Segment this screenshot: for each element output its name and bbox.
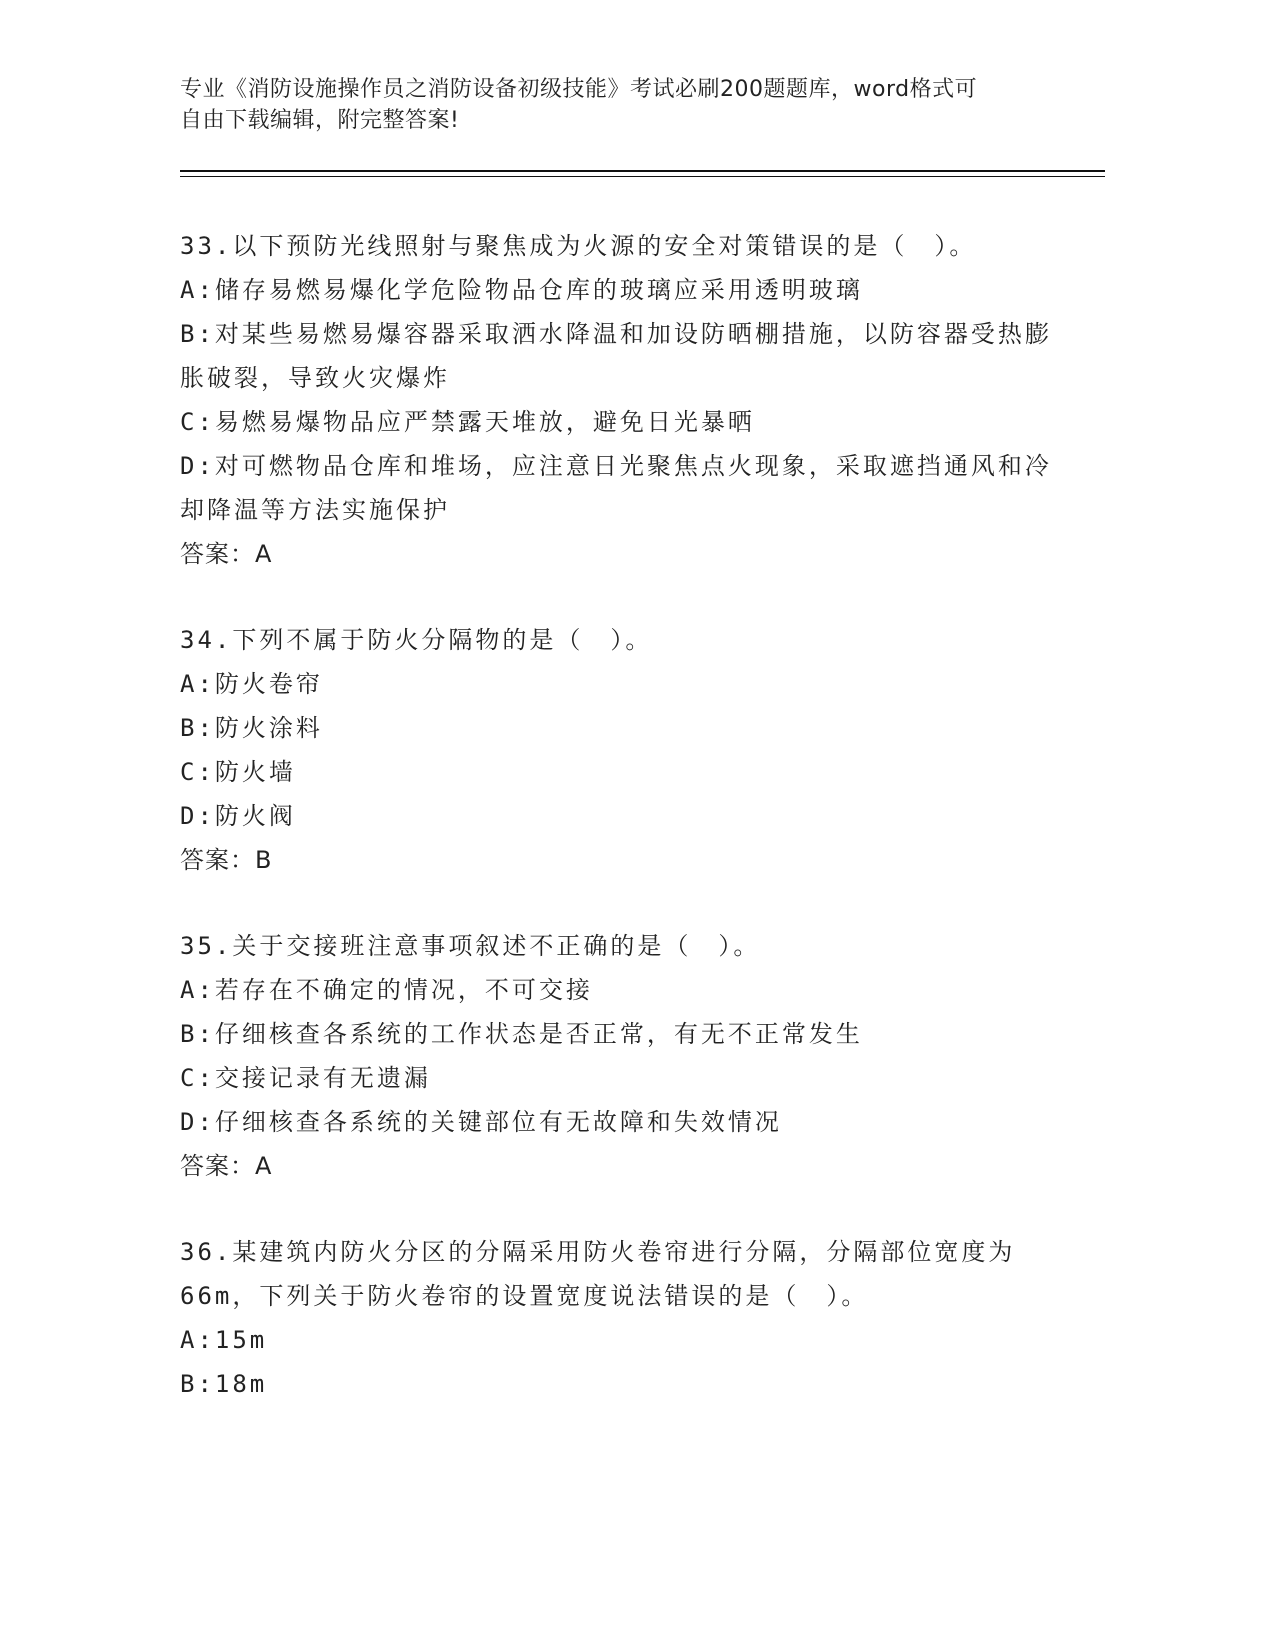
question-stem: 35.关于交接班注意事项叙述不正确的是（ ）。 — [180, 932, 761, 960]
header-divider-thin — [180, 176, 1105, 177]
option-b: B:对某些易燃易爆容器采取洒水降温和加设防晒棚措施，以防容器受热膨胀破裂，导致火灾爆炸 — [180, 320, 1052, 392]
option-d: D:对可燃物品仓库和堆场，应注意日光聚焦点火现象，采取遮挡通风和冷却降温等方法实施保护 — [180, 452, 1052, 524]
header-line-2: 自由下载编辑，附完整答案! — [180, 108, 460, 133]
option-c: C:防火墙 — [180, 758, 296, 786]
option-a: A:15m — [180, 1326, 268, 1354]
option-c: C:易燃易爆物品应严禁露天堆放，避免日光暴晒 — [180, 408, 755, 436]
question-33 — [180, 224, 1060, 576]
header-divider-thick — [180, 170, 1105, 172]
option-b: B:仔细核查各系统的工作状态是否正常，有无不正常发生 — [180, 1020, 863, 1048]
answer: 答案：A — [180, 1152, 273, 1180]
option-c: C:交接记录有无遗漏 — [180, 1064, 431, 1092]
option-d: D:防火阀 — [180, 802, 296, 830]
question-35 — [180, 924, 1060, 1188]
question-list — [180, 224, 1060, 1448]
header-line-1: 专业《消防设施操作员之消防设备初级技能》考试必刷200题题库，word格式可 — [180, 77, 978, 102]
option-d: D:仔细核查各系统的关键部位有无故障和失效情况 — [180, 1108, 782, 1136]
option-b: B:18m — [180, 1370, 268, 1398]
option-a: A:防火卷帘 — [180, 670, 323, 698]
option-b: B:防火涂料 — [180, 714, 323, 742]
question-34 — [180, 618, 1060, 882]
question-stem: 33.以下预防光线照射与聚焦成为火源的安全对策错误的是（ ）。 — [180, 232, 977, 260]
answer: 答案：B — [180, 846, 273, 874]
question-stem: 36.某建筑内防火分区的分隔采用防火卷帘进行分隔，分隔部位宽度为66m，下列关于防火卷帘的设置宽度说法错误的是（ ）。 — [180, 1238, 1016, 1310]
answer: 答案：A — [180, 540, 273, 568]
option-a: A:储存易燃易爆化学危险物品仓库的玻璃应采用透明玻璃 — [180, 276, 863, 304]
question-36 — [180, 1230, 1060, 1406]
document-header — [180, 74, 1060, 136]
option-a: A:若存在不确定的情况，不可交接 — [180, 976, 593, 1004]
question-stem: 34.下列不属于防火分隔物的是（ ）。 — [180, 626, 653, 654]
